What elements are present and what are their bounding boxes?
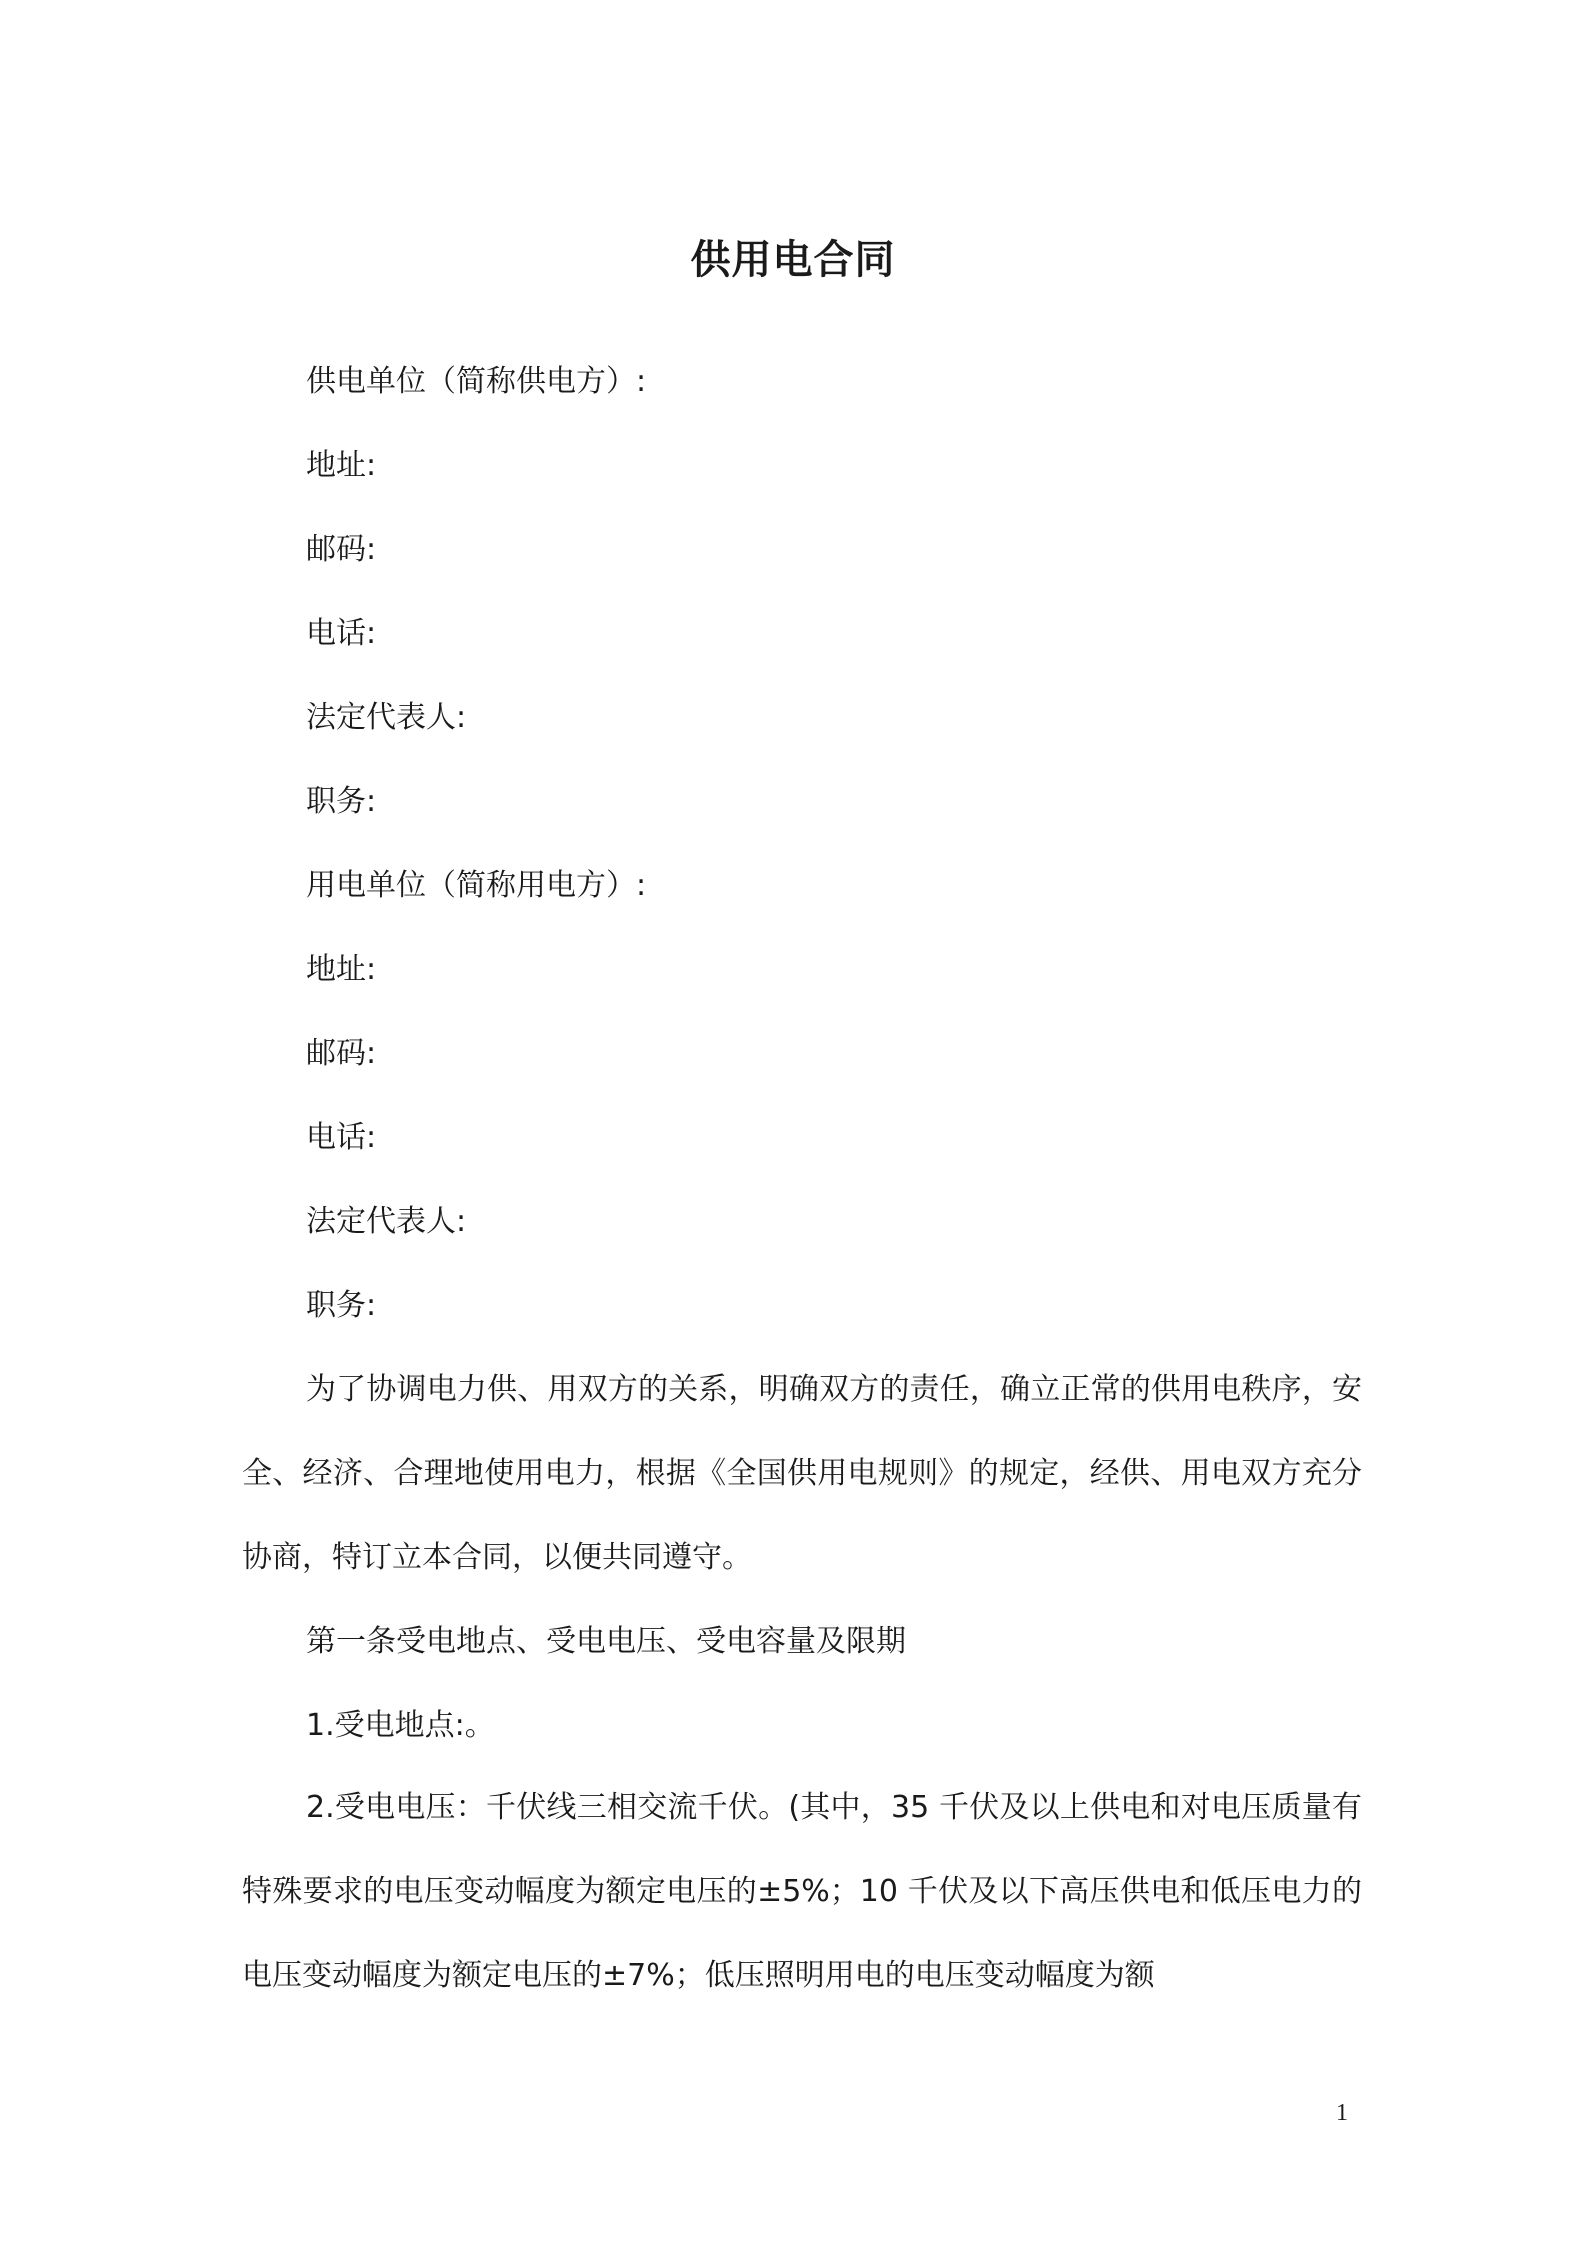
consumer-legal-rep-label: 法定代表人: (306, 1204, 467, 1239)
consumer-phone-label: 电话: (306, 1120, 377, 1155)
consumer-unit-label: 用电单位（简称用电方）: (306, 868, 647, 903)
supplier-phone-label: 电话: (306, 616, 377, 651)
article-1-item-1: 1.受电地点:。 (306, 1708, 495, 1743)
supplier-position-label: 职务: (306, 784, 377, 819)
page-number: 1 (1336, 2100, 1348, 2126)
supplier-address-label: 地址: (306, 448, 377, 483)
supplier-legal-rep-label: 法定代表人: (306, 700, 467, 735)
preamble-paragraph: 为了协调电力供、用双方的关系，明确双方的责任，确立正常的供用电秩序，安全、经济、合理地使用电力，根据《全国供用电规则》的规定，经供、用电双方充分协商，特订立本合同，以便共同遵守。 (242, 1372, 1362, 1575)
consumer-position-label: 职务: (306, 1288, 377, 1323)
consumer-address-label: 地址: (306, 952, 377, 987)
document-title: 供用电合同 (690, 237, 896, 283)
consumer-postcode-label: 邮码: (306, 1036, 377, 1071)
supplier-postcode-label: 邮码: (306, 532, 377, 567)
supplier-unit-label: 供电单位（简称供电方）: (306, 364, 647, 399)
article-1-heading: 第一条受电地点、受电电压、受电容量及限期 (306, 1624, 906, 1659)
article-1-item-2: 2.受电电压：千伏线三相交流千伏。(其中，35 千伏及以上供电和对电压质量有特殊要求的电压变动幅度为额定电压的±5%；10 千伏及以下高压供电和低压电力的电压变动幅度为额定电压的±7%；低压照明用电的电压变动幅度为额 (242, 1790, 1362, 1993)
